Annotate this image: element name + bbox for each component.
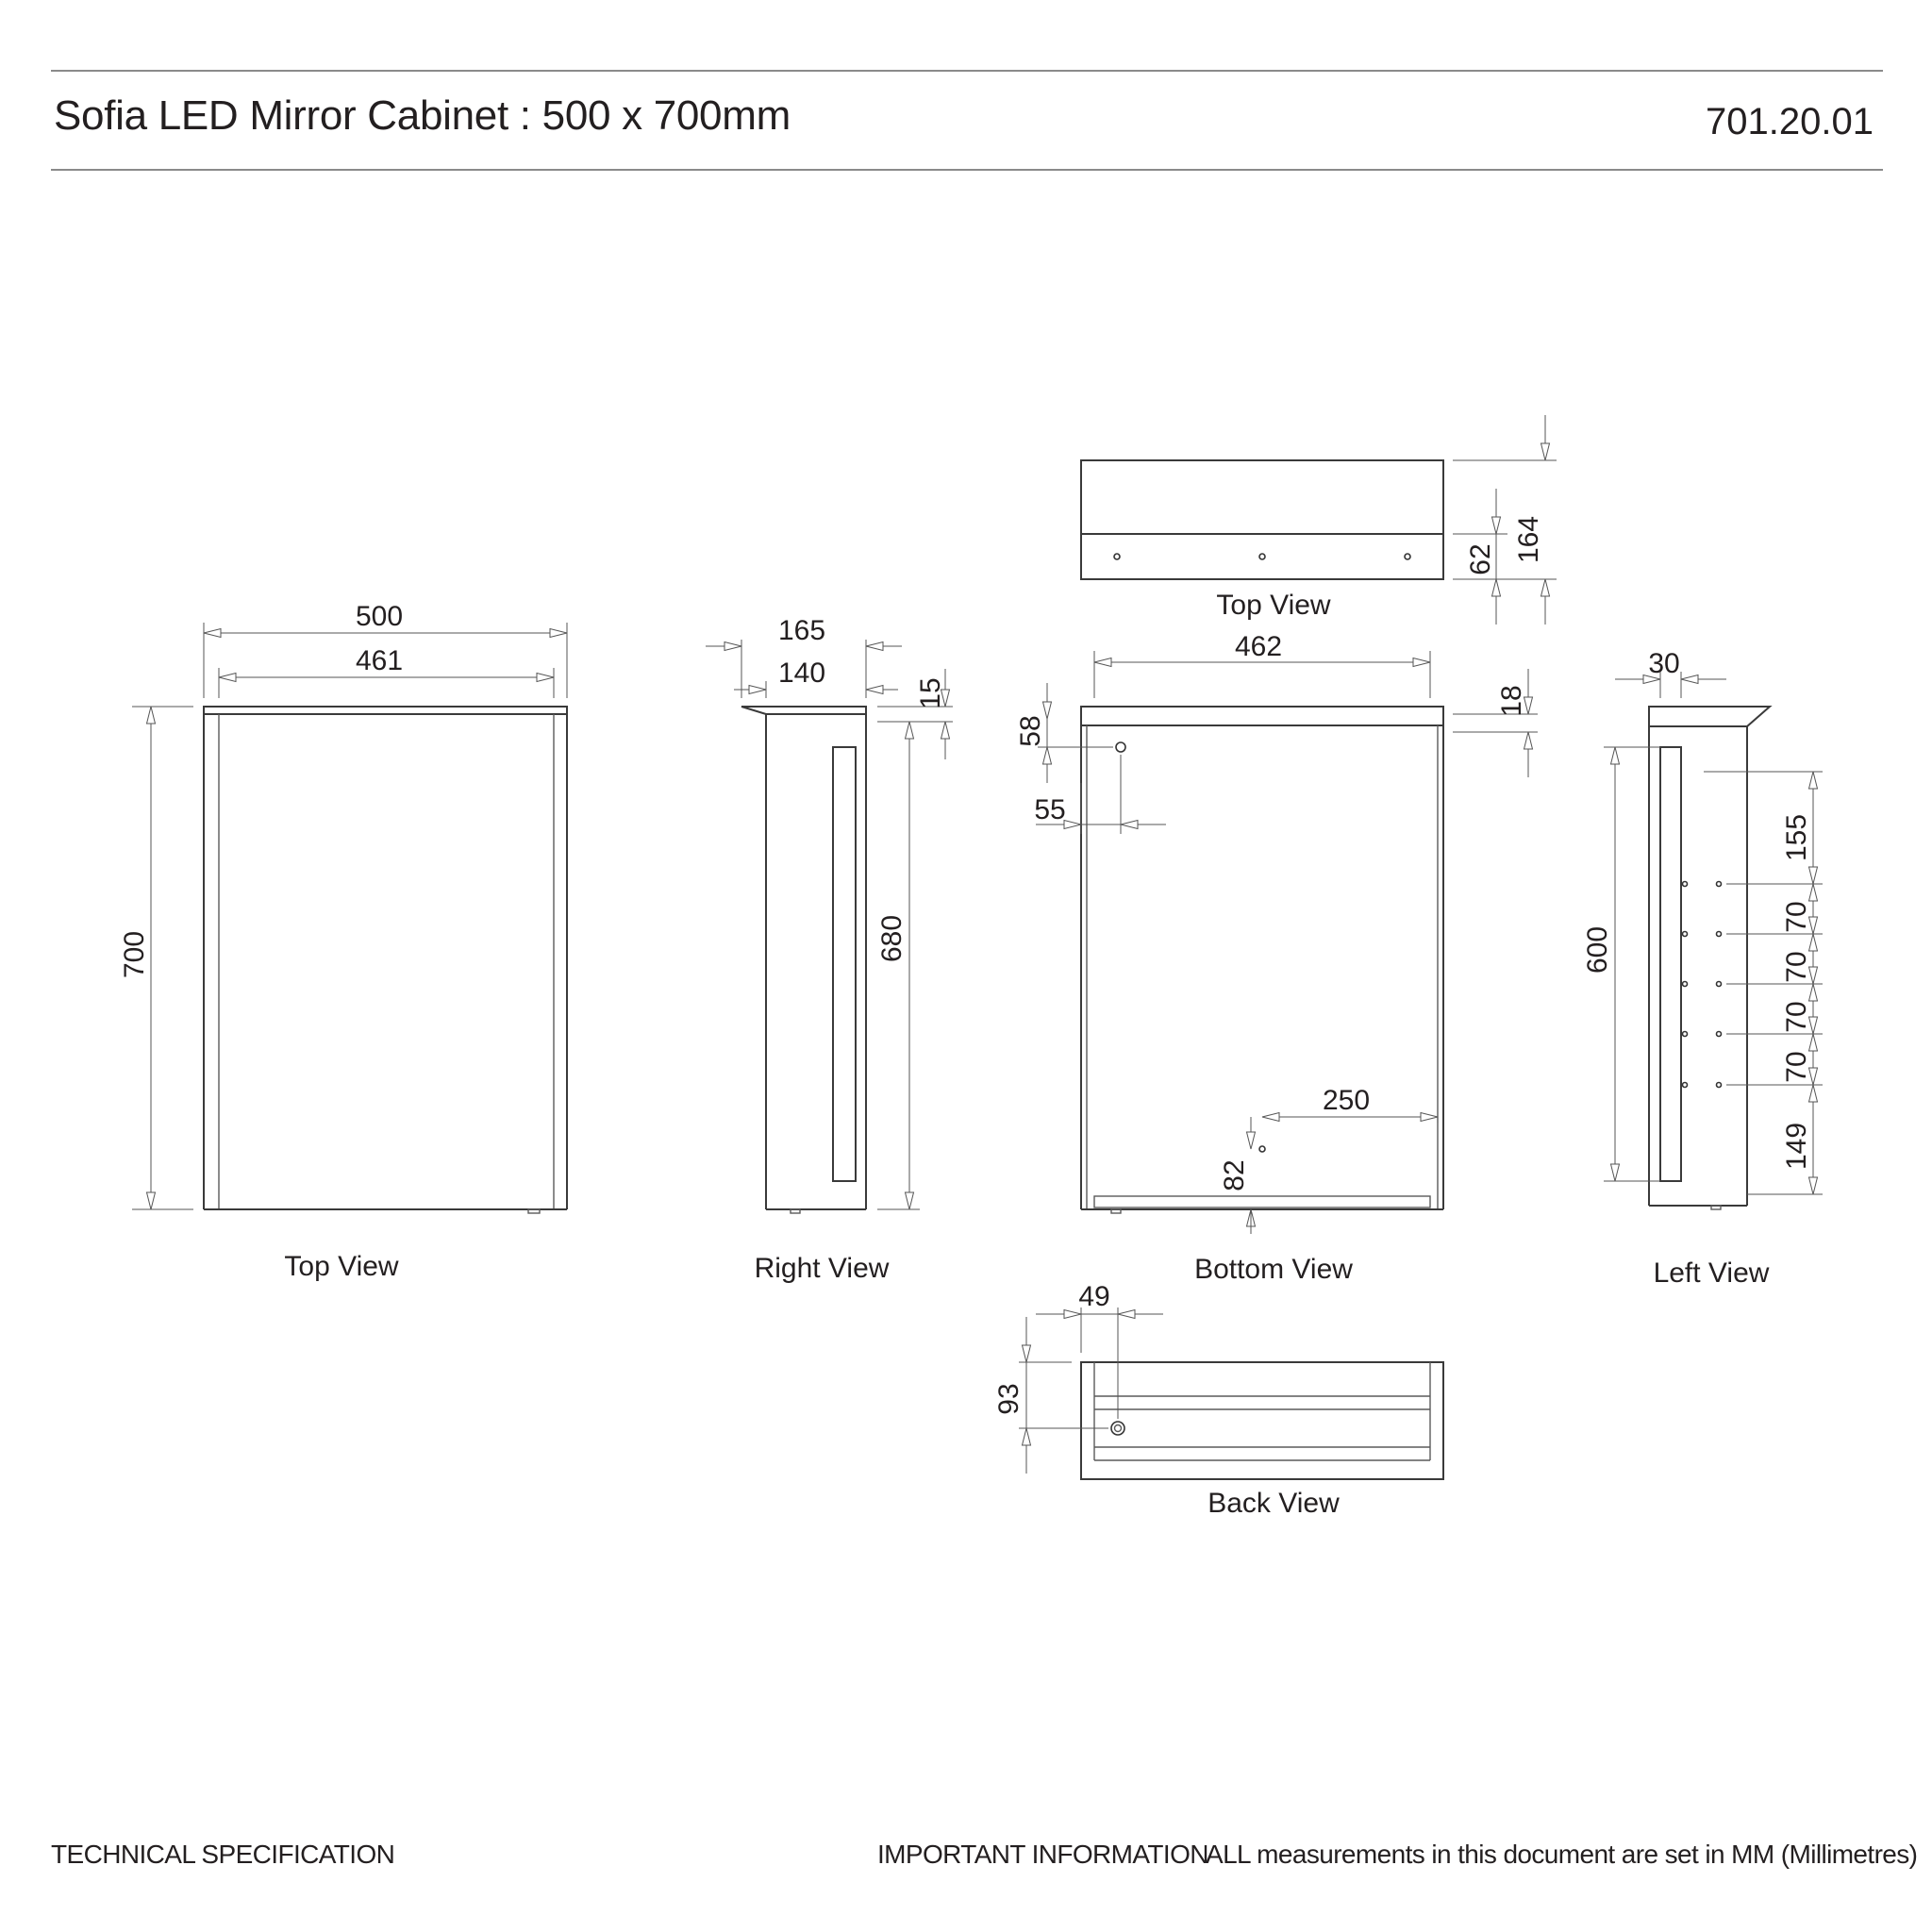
footer-technical-specification: TECHNICAL SPECIFICATION	[51, 1840, 395, 1869]
dimension-arrowhead	[1541, 579, 1550, 596]
dimension-arrowhead	[1681, 675, 1698, 684]
dimension-arrowhead	[537, 674, 554, 682]
footer-measurement-note: ALL measurements in this document are set in MM (Millimetres)	[1206, 1840, 1918, 1869]
dimension-arrowhead	[550, 629, 567, 638]
dim-back-hole-y: 93	[993, 1383, 1024, 1415]
dimension-arrowhead	[1809, 884, 1818, 901]
dimension-arrowhead	[1413, 658, 1430, 667]
dim-bottom-top-strip: 18	[1496, 685, 1527, 717]
page-title: Sofia LED Mirror Cabinet : 500 x 700mm	[54, 92, 791, 139]
dim-left-spacing-5: 70	[1781, 1051, 1812, 1083]
dimension-arrowhead	[1094, 658, 1111, 667]
dimension-arrowhead	[1524, 732, 1533, 749]
dimension-arrowhead	[1492, 517, 1501, 534]
footer-important-information: IMPORTANT INFORMATION	[877, 1840, 1208, 1869]
dim-left-spacing-6: 149	[1781, 1122, 1812, 1171]
dimension-arrowhead	[1064, 821, 1081, 829]
dim-right-top-thickness: 15	[915, 677, 946, 709]
dimension-arrowhead	[1043, 747, 1052, 764]
dim-top-lower: 62	[1465, 543, 1496, 575]
dim-left-spacing-4: 70	[1781, 1001, 1812, 1033]
dimension-arrowhead	[1809, 1034, 1818, 1051]
dim-left-spacing-3: 70	[1781, 951, 1812, 983]
dim-front-width: 500	[355, 601, 404, 632]
dim-right-depth: 165	[777, 615, 826, 646]
dim-back-hole-x: 49	[1078, 1281, 1110, 1312]
top-view-body	[1081, 460, 1443, 579]
dimension-arrowhead	[1492, 579, 1501, 596]
dimension-arrowhead	[1809, 934, 1818, 951]
label-back-view: Back View	[1208, 1488, 1340, 1519]
dimension-arrowhead	[147, 707, 156, 724]
bottom-view	[1038, 651, 1538, 1213]
dim-left-height: 600	[1582, 925, 1613, 974]
dimension-arrowhead	[219, 674, 236, 682]
power-socket-hole	[1259, 1146, 1265, 1152]
dim-front-inner-width: 461	[355, 645, 404, 676]
dim-right-height: 680	[876, 914, 908, 963]
left-top-shelf	[1649, 707, 1770, 726]
dim-bottom-socket-height: 82	[1219, 1159, 1250, 1191]
dimension-arrowhead	[906, 722, 914, 739]
label-right-view: Right View	[754, 1253, 890, 1284]
right-top-shelf	[741, 707, 866, 714]
dim-left-spacing-1: 155	[1781, 813, 1812, 862]
dim-left-spacing-2: 70	[1781, 901, 1812, 933]
dimension-arrowhead	[1809, 867, 1818, 884]
back-cable-hole	[1111, 1422, 1124, 1435]
dimension-arrowhead	[906, 1192, 914, 1209]
label-left-view: Left View	[1653, 1257, 1770, 1289]
dimension-arrowhead	[1247, 1132, 1256, 1149]
dim-right-inner-depth: 140	[777, 658, 826, 689]
dimension-arrowhead	[1809, 984, 1818, 1001]
dimension-arrowhead	[1809, 1085, 1818, 1102]
dimension-arrowhead	[1541, 443, 1550, 460]
dimension-arrowhead	[749, 686, 766, 694]
dimension-arrowhead	[1121, 821, 1138, 829]
dimension-arrowhead	[1611, 1164, 1620, 1181]
dimension-arrowhead	[941, 722, 950, 739]
label-top-view-upper: Top View	[1216, 590, 1331, 621]
back-view	[1019, 1307, 1443, 1479]
front-top-cap	[204, 707, 567, 714]
dimension-line	[1524, 669, 1533, 777]
dimension-arrowhead	[147, 1192, 156, 1209]
dim-top-total: 164	[1513, 515, 1544, 564]
dim-bottom-hole-top: 58	[1015, 715, 1046, 747]
dimension-arrowhead	[1809, 1177, 1818, 1194]
dimension-arrowhead	[1023, 1345, 1031, 1362]
bottom-view-top-strip	[1081, 707, 1443, 725]
dimension-arrowhead	[1809, 772, 1818, 789]
dimension-arrowhead	[1262, 1113, 1279, 1122]
product-code: 701.20.01	[1706, 101, 1874, 142]
dimension-arrowhead	[866, 642, 883, 651]
front-view	[132, 623, 567, 1213]
dim-bottom-width: 462	[1234, 631, 1283, 662]
left-led-strip	[1660, 747, 1681, 1181]
dimension-arrowhead	[866, 686, 883, 694]
dim-bottom-socket-offset: 250	[1322, 1085, 1371, 1116]
dim-bottom-hole-side: 55	[1034, 794, 1066, 825]
dimension-arrowhead	[724, 642, 741, 651]
light-sensor-hole	[1116, 742, 1125, 752]
dimension-arrowhead	[1611, 747, 1620, 764]
right-led-strip	[833, 747, 856, 1181]
label-bottom-view: Bottom View	[1194, 1254, 1353, 1285]
dimension-arrowhead	[204, 629, 221, 638]
right-view	[741, 640, 953, 1213]
dim-left-edge: 30	[1648, 648, 1680, 679]
dimension-arrowhead	[1023, 1428, 1031, 1445]
dimension-line	[906, 722, 914, 1209]
shelf-pin-holes	[1683, 882, 1722, 1088]
dim-front-height: 700	[119, 930, 150, 979]
back-view-body	[1081, 1362, 1443, 1479]
dimension-arrowhead	[1421, 1113, 1438, 1122]
dimension-arrowhead	[1118, 1310, 1135, 1319]
label-front-view: Top View	[284, 1251, 399, 1282]
